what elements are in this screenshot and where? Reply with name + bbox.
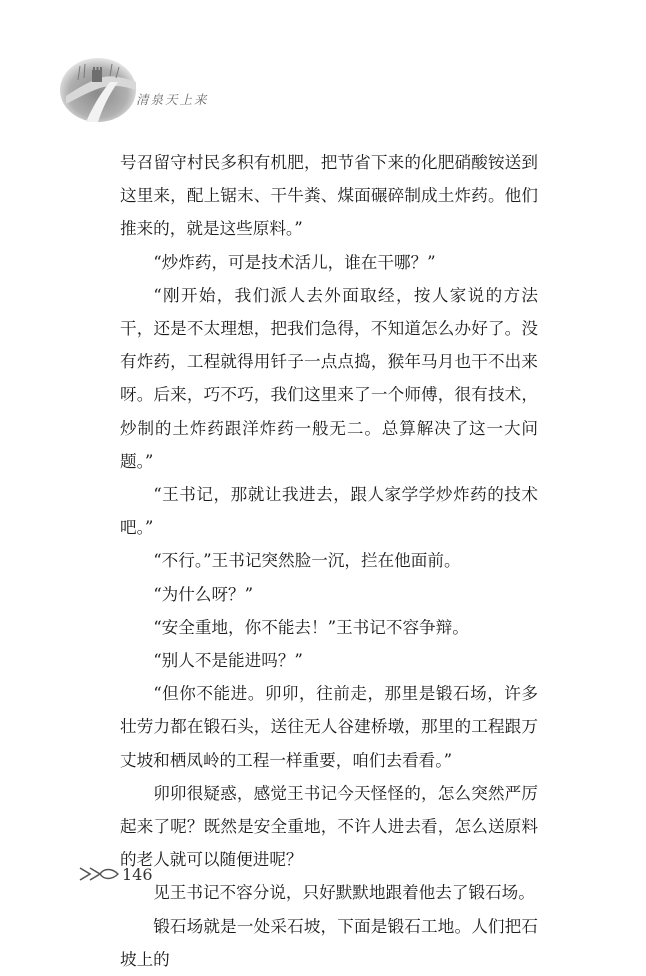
paragraph-2: “炒炸药，可是技术活儿，谁在干哪？” [153, 252, 436, 272]
double-chevron-leaf-icon [78, 864, 120, 884]
paragraph-5: “不行。”王书记突然脸一沉，拦在他面前。 [153, 551, 461, 571]
paragraph-3: “刚开始，我们派人去外面取经，按人家说的方法干，还是不太理想，把我们急得，不知道怎么办好了。没有炸药，工程就得用钎子一点点捣，猴年马月也干不出来呀。后来，巧不巧，我们这里来了一个师傅，很有技术，炒制的土炸药跟洋炸药一般无二。总算解决了这一大问题。” [120, 285, 538, 471]
page-header [58, 52, 258, 132]
paragraph-1: 号召留守村民多积有机肥，把节省下来的化肥硝酸铵送到这里来，配上锯末、干牛粪、煤面碾碎制成土炸药。他们推来的，就是这些原料。” [120, 153, 538, 239]
paragraph-12: 锻石场就是一处采石坡，下面是锻石工地。人们把石坡上的 [120, 916, 538, 969]
page-footer [78, 860, 153, 888]
paragraph-6: “为什么呀？” [153, 584, 254, 604]
paragraph-8: “别人不是能进吗？” [153, 651, 303, 671]
great-wall-ink-emblem-icon [58, 52, 153, 124]
page-number: 146 [122, 864, 153, 884]
book-title: 清泉天上来 [136, 92, 209, 107]
body-text [120, 146, 538, 976]
paragraph-9: “但你不能进。卯卯，往前走，那里是锻石场，许多壮劳力都在锻石头，送往无人谷建桥墩，那里的工程跟万丈坡和栖凤岭的工程一样重要，咱们去看看。” [120, 684, 538, 770]
paragraph-4: “王书记，那就让我进去，跟人家学学炒炸药的技术吧。” [120, 485, 538, 538]
paragraph-7: “安全重地，你不能去！”王书记不容争辩。 [153, 617, 469, 637]
paragraph-10: 卯卯很疑惑，感觉王书记今天怪怪的，怎么突然严厉起来了呢？既然是安全重地，不许人进去看，怎么送原料的老人就可以随便进呢？ [120, 783, 538, 870]
paragraph-11: 见王书记不容分说，只好默默地跟着他去了锻石场。 [153, 883, 535, 903]
